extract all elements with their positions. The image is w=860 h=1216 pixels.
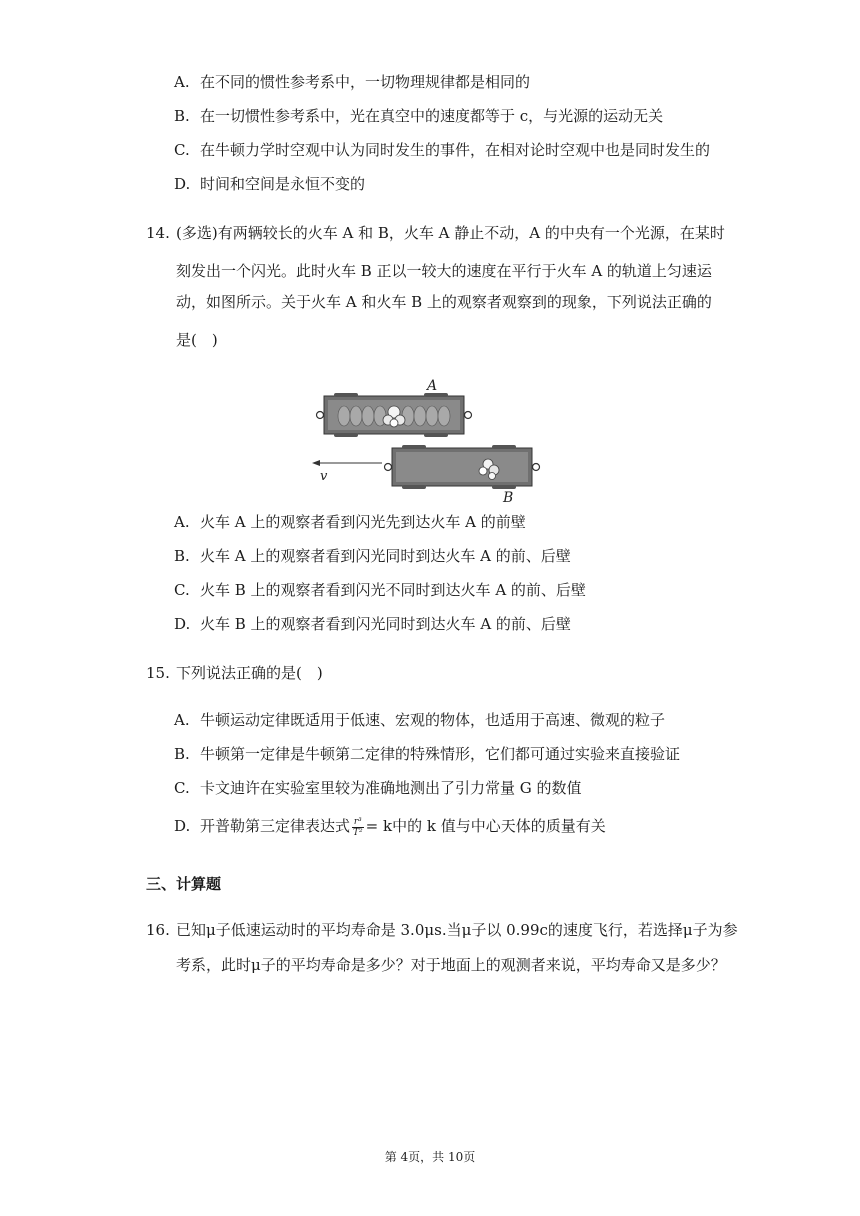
train-b-coupler-right [533, 464, 540, 471]
train-b-coupler-left [385, 464, 392, 471]
q16-line-1: 已知μ子低速运动时的平均寿命是 3.0μs.当μ子以 0.99c的速度飞行，若选择μ子为参 [176, 921, 738, 939]
velocity-label: v [320, 469, 328, 484]
q14-stem-line-3: 动，如图所示。关于火车 A 和火车 B 上的观察者观察到的现象，下列说法正确的 [176, 293, 712, 311]
train-a-wheel-bottom-left [334, 433, 358, 437]
velocity-arrow-head [312, 460, 320, 466]
kepler-fraction: $\frac{\text{r³}}{\text{T²}}$ [353, 816, 363, 838]
train-b-wheel-top-left [402, 445, 426, 449]
q14-option-b: B. 火车 A 上的观察者看到闪光同时到达火车 A 的前、后壁 [174, 547, 571, 565]
q14-option-a: A. 火车 A 上的观察者看到闪光先到达火车 A 的前壁 [174, 513, 526, 531]
q15-option-a: A. 牛顿运动定律既适用于低速、宏观的物体，也适用于高速、微观的粒子 [174, 711, 666, 729]
trains-figure-svg [300, 376, 550, 506]
q15-number: 15. [146, 664, 170, 682]
q13-option-a: A. 在不同的惯性参考系中，一切物理规律都是相同的 [174, 73, 531, 91]
q16-number: 16. [146, 921, 170, 939]
train-a-wheel-top-left [334, 393, 358, 397]
train-b-panel [396, 452, 528, 482]
train-b-label: B [503, 490, 514, 506]
q13-option-d: D. 时间和空间是永恒不变的 [174, 175, 366, 193]
train-b-wheel-bottom-right [492, 485, 516, 489]
page-footer: 第 4页，共 10页 [384, 1150, 476, 1164]
train-a-coupler-left [317, 412, 324, 419]
q14-stem-line-4: 是( ) [176, 331, 218, 349]
q16-line-2: 考系，此时μ子的平均寿命是多少？对于地面上的观测者来说，平均寿命又是多少？ [176, 956, 726, 974]
q14-option-c: C. 火车 B 上的观察者看到闪光不同时到达火车 A 的前、后壁 [174, 581, 586, 599]
train-b-wheel-top-right [492, 445, 516, 449]
train-a-label: A [427, 378, 438, 394]
train-a-coupler-right [465, 412, 472, 419]
q14-option-d: D. 火车 B 上的观察者看到闪光同时到达火车 A 的前、后壁 [174, 615, 571, 633]
q13-option-c: C. 在牛顿力学时空观中认为同时发生的事件，在相对论时空观中也是同时发生的 [174, 141, 711, 159]
q15-option-d: D. 开普勒第三定律表达式 $\frac{\text{r³}}{\text{T²}}$ = k中的 k 值与中心天体的质量有关 [174, 816, 606, 838]
q13-option-b: B. 在一切惯性参考系中，光在真空中的速度都等于 c，与光源的运动无关 [174, 107, 664, 125]
q15-stem: 下列说法正确的是( ) [176, 664, 323, 682]
q14-stem-line-1: (多选)有两辆较长的火车 A 和 B，火车 A 静止不动，A 的中央有一个光源，在某时 [176, 224, 725, 242]
trains-figure [300, 376, 550, 506]
q14-number: 14. [146, 224, 170, 242]
train-b-wheel-bottom-left [402, 485, 426, 489]
q15-option-b: B. 牛顿第一定律是牛顿第二定律的特殊情形，它们都可通过实验来直接验证 [174, 745, 681, 763]
section-title: 三、计算题 [146, 875, 222, 893]
train-a-wheel-bottom-right [424, 433, 448, 437]
q15-option-c: C. 卡文迪许在实验室里较为准确地测出了引力常量 G 的数值 [174, 779, 582, 797]
q14-stem-line-2: 刻发出一个闪光。此时火车 B 正以一较大的速度在平行于火车 A 的轨道上匀速运 [176, 262, 712, 280]
